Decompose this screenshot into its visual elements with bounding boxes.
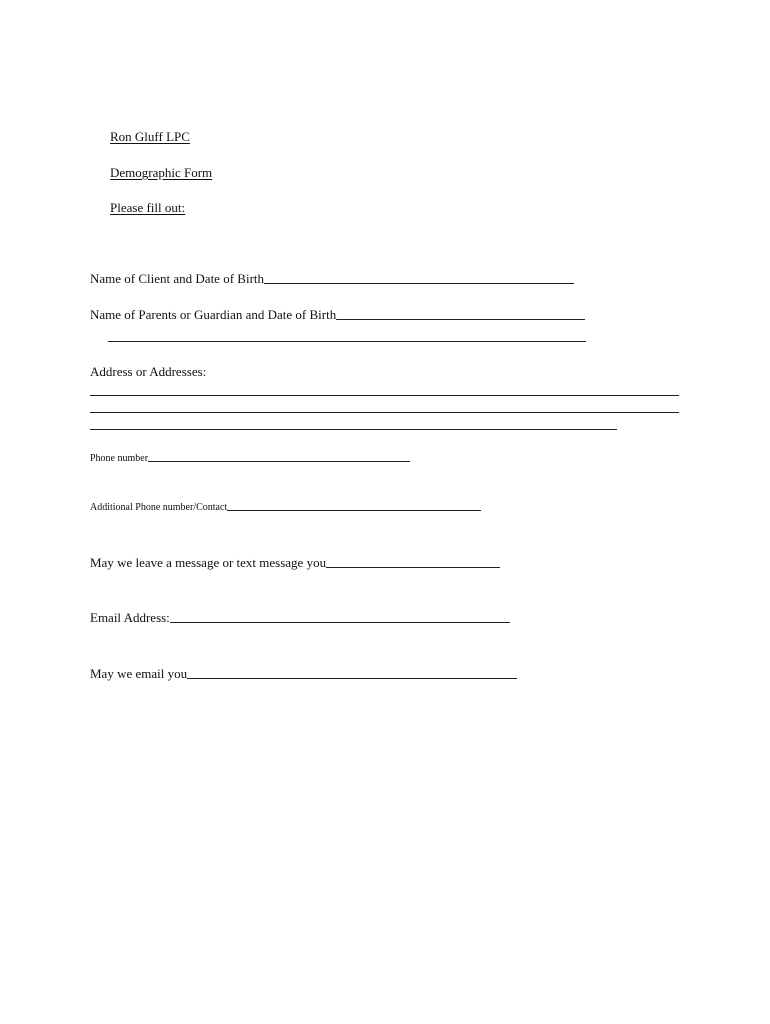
phone-row — [90, 454, 410, 464]
phone-field[interactable] — [148, 461, 410, 462]
form-instruction: Please fill out: — [110, 200, 186, 215]
leave-message-field[interactable] — [326, 567, 500, 568]
address-field-line-3[interactable] — [90, 429, 617, 430]
form-title: Demographic Form — [110, 165, 213, 180]
client-name-dob-field[interactable] — [264, 283, 574, 284]
may-email-field[interactable] — [187, 678, 517, 679]
email-address-label: Email Address: — [90, 610, 170, 625]
address-field-line-1[interactable] — [90, 395, 679, 396]
address-label: Address or Addresses: — [90, 364, 207, 379]
additional-phone-field[interactable] — [227, 510, 481, 511]
email-address-field[interactable] — [170, 622, 510, 623]
parent-guardian-row — [90, 308, 585, 321]
client-name-dob-label: Name of Client and Date of Birth — [90, 271, 265, 286]
email-address-row — [90, 611, 510, 624]
additional-phone-row — [90, 503, 481, 513]
additional-phone-label: Additional Phone number/Contact — [90, 502, 228, 513]
practitioner-name: Ron Gluff LPC — [110, 129, 190, 144]
may-email-label: May we email you — [90, 666, 188, 681]
parent-guardian-label: Name of Parents or Guardian and Date of Birth — [90, 307, 337, 322]
leave-message-row — [90, 556, 500, 569]
parent-guardian-field-line-2[interactable] — [108, 341, 586, 342]
may-email-row — [90, 667, 517, 680]
address-field-line-2[interactable] — [90, 412, 679, 413]
phone-label: Phone number — [90, 453, 149, 464]
parent-guardian-field[interactable] — [336, 319, 585, 320]
leave-message-label: May we leave a message or text message you — [90, 555, 327, 570]
client-name-dob-row — [90, 272, 574, 285]
